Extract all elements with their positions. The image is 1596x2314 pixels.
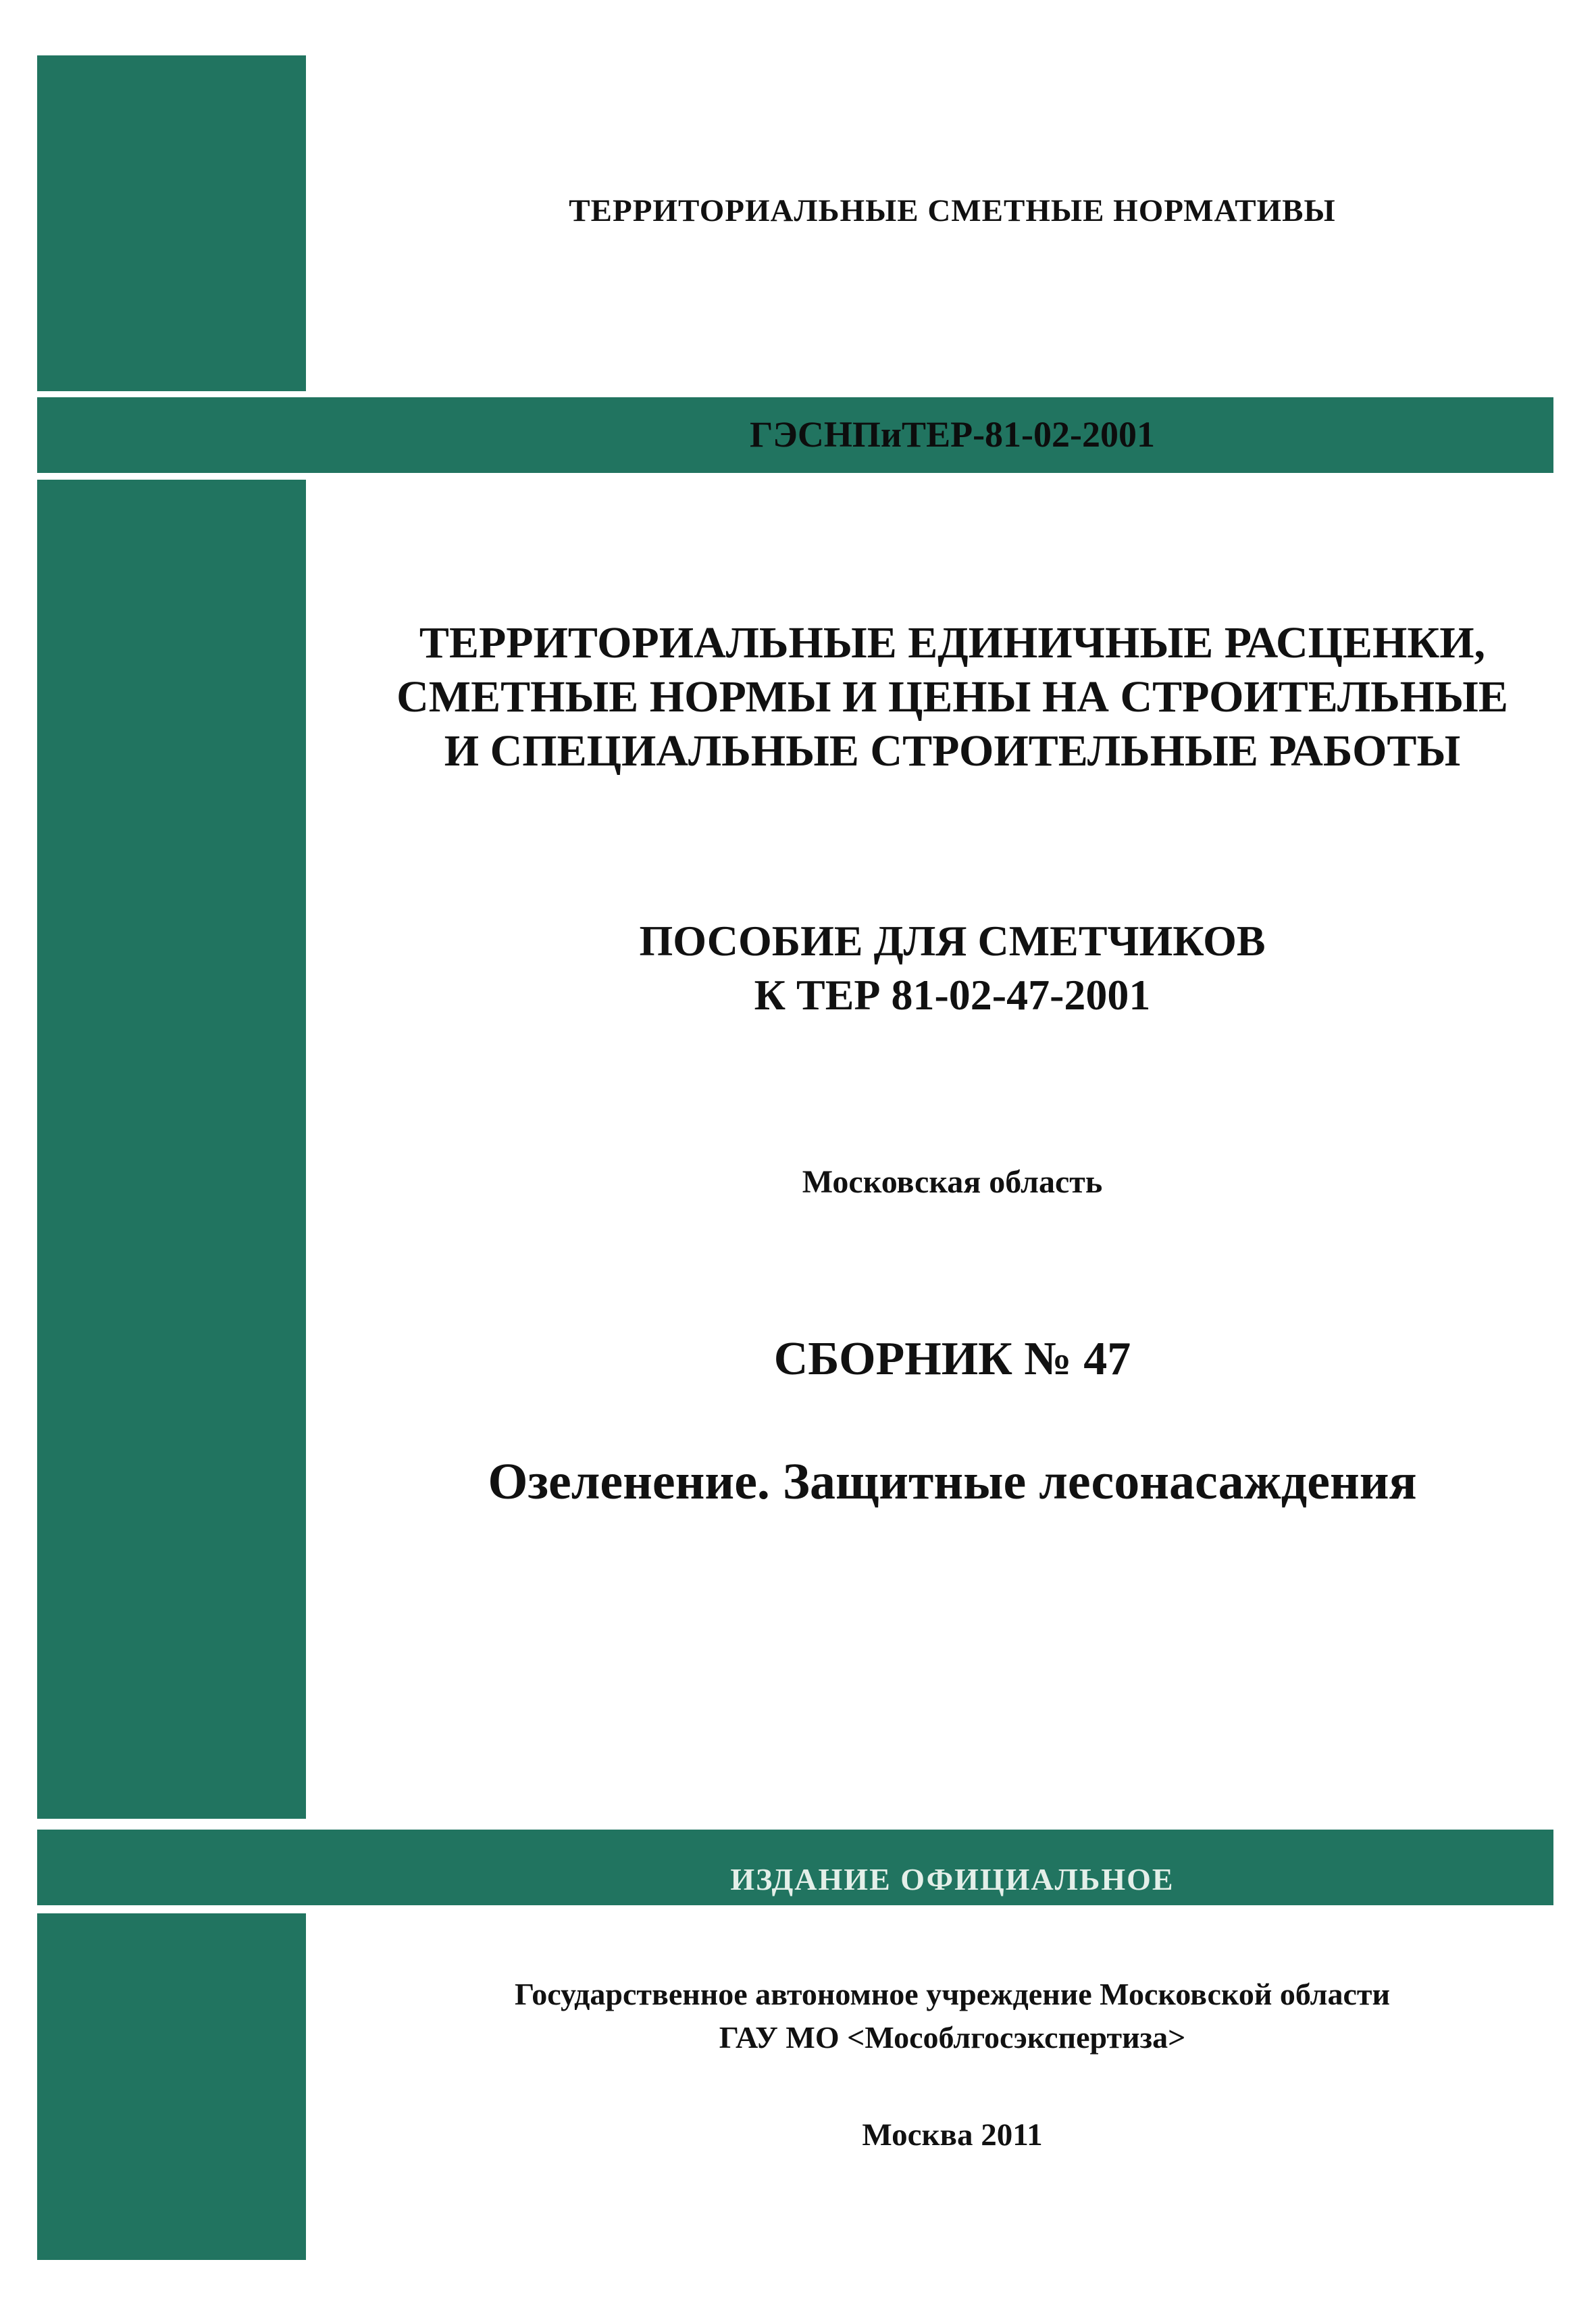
manual-title	[311, 914, 1594, 1022]
main-title-line: ТЕРРИТОРИАЛЬНЫЕ ЕДИНИЧНЫЕ РАСЦЕНКИ,	[419, 618, 1486, 668]
document-code: ГЭСНПиТЕР-81-02-2001	[749, 414, 1156, 455]
region: Московская область	[802, 1164, 1103, 1200]
left-green-strip-bottom	[37, 1913, 306, 2260]
series-title: ТЕРРИТОРИАЛЬНЫЕ СМЕТНЫЕ НОРМАТИВЫ	[569, 193, 1336, 228]
publisher	[311, 1973, 1594, 2059]
official-edition-label: ИЗДАНИЕ ОФИЦИАЛЬНОЕ	[730, 1862, 1175, 1896]
publisher-line: Государственное автономное учреждение Московской области	[514, 1977, 1391, 2011]
city-year: Москва 2011	[862, 2117, 1043, 2153]
left-green-strip-middle	[37, 480, 306, 1819]
main-title-line: И СПЕЦИАЛЬНЫЕ СТРОИТЕЛЬНЫЕ РАБОТЫ	[444, 726, 1461, 776]
collection-subject: Озеленение. Защитные лесонасаждения	[488, 1453, 1417, 1510]
publisher-line: ГАУ МО <Мособлгосэкспертиза>	[719, 2020, 1186, 2055]
collection-number: СБОРНИК № 47	[773, 1333, 1131, 1385]
main-title	[311, 616, 1594, 778]
manual-title-line: К ТЕР 81-02-47-2001	[754, 971, 1151, 1019]
left-green-strip-top	[37, 55, 306, 391]
main-title-line: СМЕТНЫЕ НОРМЫ И ЦЕНЫ НА СТРОИТЕЛЬНЫЕ	[396, 672, 1508, 722]
manual-title-line: ПОСОБИЕ ДЛЯ СМЕТЧИКОВ	[639, 917, 1266, 965]
